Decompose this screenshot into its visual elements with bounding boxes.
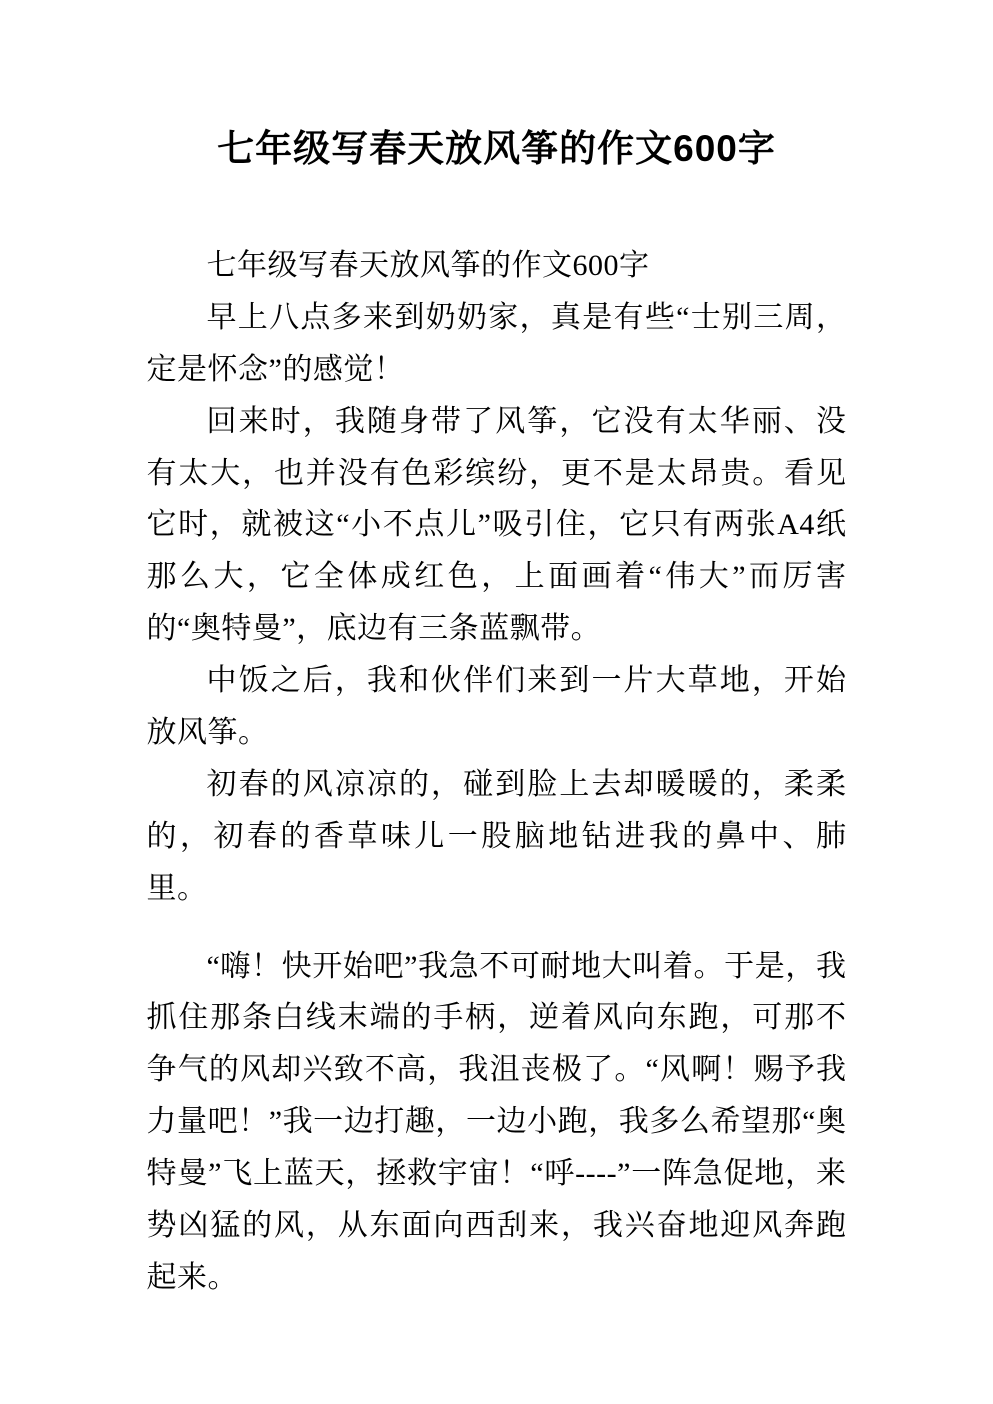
paragraph: 回来时，我随身带了风筝，它没有太华丽、没有太大，也并没有色彩缤纷，更不是太昂贵。看见它时，就被这“小不点儿”吸引住，它只有两张A4纸那么大，它全体成红色，上面画着“伟大”而厉害的“奥特曼”，底边有三条蓝飘带。 bbox=[146, 404, 847, 646]
paragraph: 早上八点多来到奶奶家，真是有些“士别三周，定是怀念”的感觉！ bbox=[146, 300, 847, 386]
paragraph: “嗨！快开始吧”我急不可耐地大叫着。于是，我抓住那条白线末端的手柄，逆着风向东跑，可那不争气的风却兴致不高，我沮丧极了。“风啊！赐予我力量吧！”我一边打趣，一边小跑，我多么希望那“奥特曼”飞上蓝天，拯救宇宙！“呼----”一阵急促地，来势凶猛的风，从东面向西刮来，我兴奋地迎风奔跑起来。 bbox=[146, 949, 847, 1294]
document-body bbox=[147, 172, 847, 1304]
paragraph: 中饭之后，我和伙伴们来到一片大草地，开始放风筝。 bbox=[146, 664, 847, 750]
paragraph: 初春的风凉凉的，碰到脸上去却暖暖的，柔柔的，初春的香草味儿一股脑地钻进我的鼻中、肺里。 bbox=[146, 767, 847, 905]
paragraph-spacer bbox=[147, 915, 847, 941]
paragraph: 七年级写春天放风筝的作文600字 bbox=[206, 249, 650, 282]
page-title: 七年级写春天放风筝的作文600字 bbox=[217, 128, 776, 169]
